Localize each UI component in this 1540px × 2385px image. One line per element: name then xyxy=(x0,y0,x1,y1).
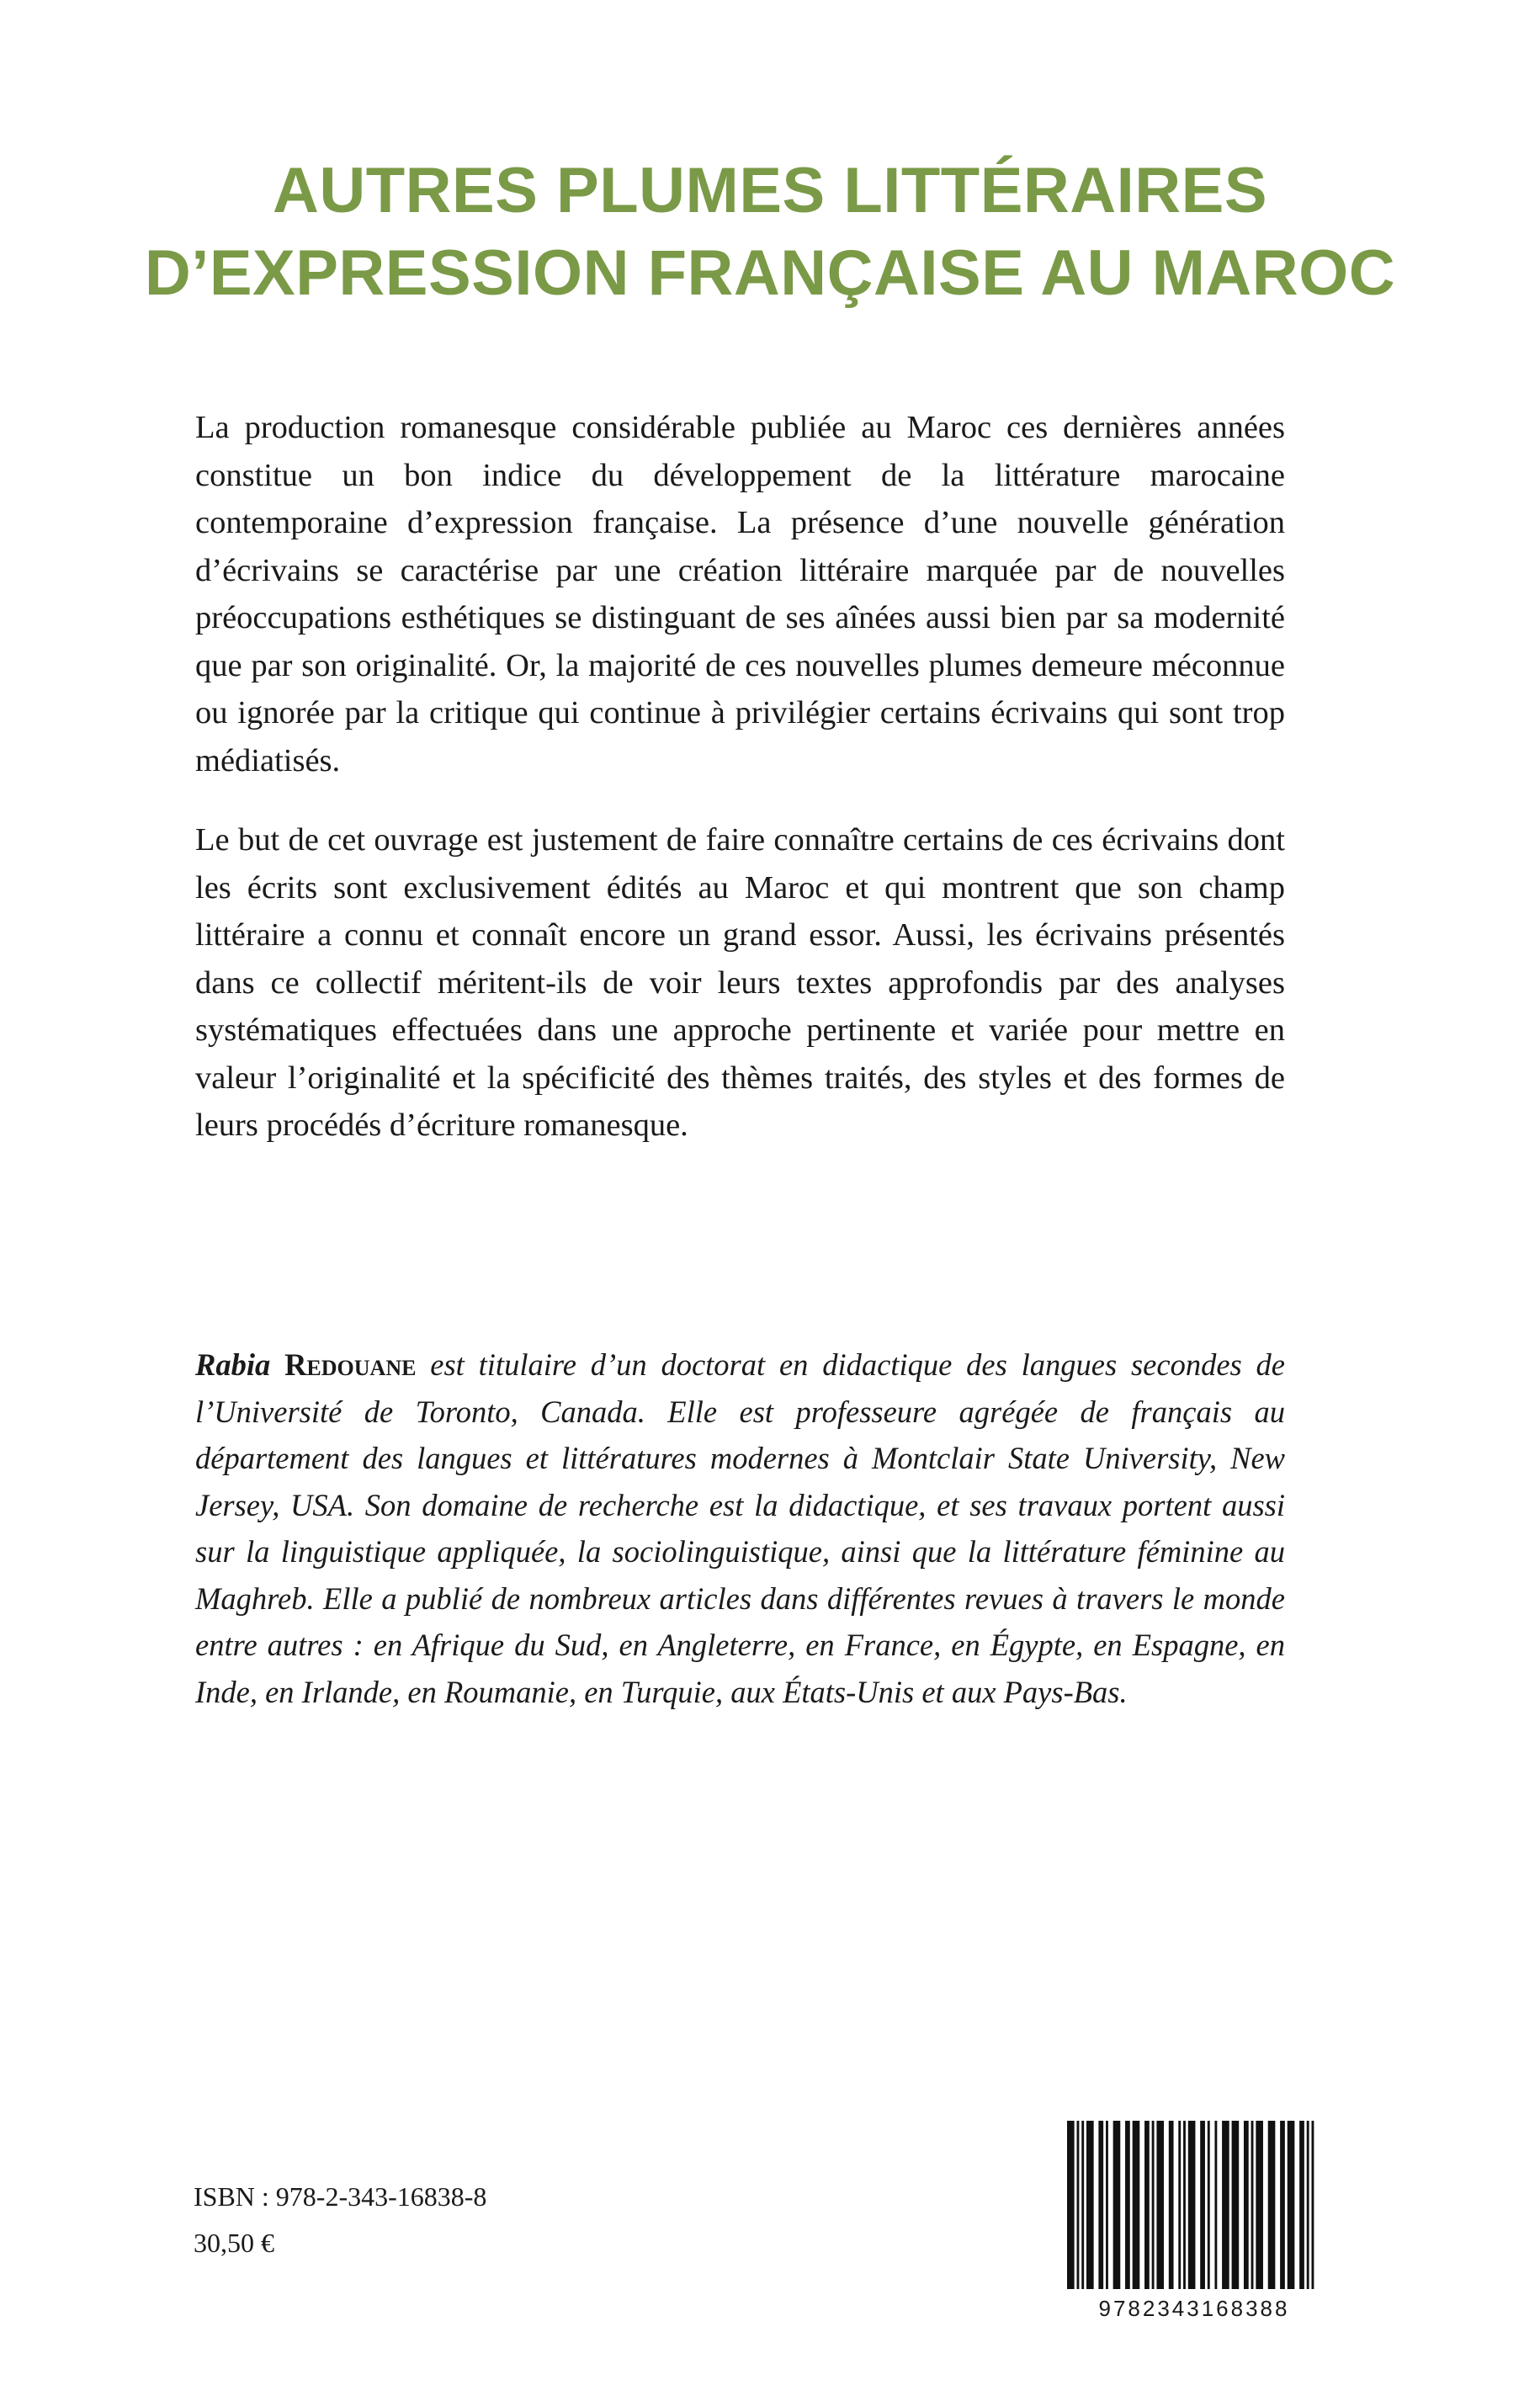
book-title-line-2: D’EXPRESSION FRANÇAISE AU MAROC xyxy=(144,237,1396,309)
barcode-icon xyxy=(1067,2121,1321,2289)
isbn-label: ISBN : 978-2-343-16838-8 xyxy=(194,2181,487,2212)
author-first-name: Rabia xyxy=(195,1347,271,1382)
book-title xyxy=(0,150,1540,315)
book-title-line-1: AUTRES PLUMES LITTÉRAIRES xyxy=(272,155,1268,226)
barcode-number: 9782343168388 xyxy=(1098,2296,1290,2321)
author-last-name: Redouane xyxy=(284,1347,417,1382)
summary-paragraph-1: La production romanesque considérable publiée au Maroc ces dernières années constitue un bon indice du développement de la littérature marocaine contemporaine d’expression française. La présence d’une nouvelle génération d’écrivains se caractérise par une création littéraire marquée par de nouvelles préoccupations esthétiques se distinguant de ses aînées aussi bien par sa modernité que par son originalité. Or, la majorité de ces nouvelles plumes demeure méconnue ou ignorée par la critique qui continue à privilégier certains écrivains qui sont trop médiatisés. xyxy=(195,410,1285,778)
price-label: 30,50 € xyxy=(194,2228,274,2258)
summary-paragraph-2: Le but de cet ouvrage est justement de faire connaître certains de ces écrivains dont les écrits sont exclusivement édités au Maroc et qui montrent que son champ littéraire a connu et connaît encore un grand essor. Aussi, les écrivains présentés dans ce collectif méritent-ils de voir leurs textes approfondis par des analyses systématiques effectuées dans une approche pertinente et variée pour mettre en valeur l’originalité et la spécificité des thèmes traités, des styles et des formes de leurs procédés d’écriture romanesque. xyxy=(195,822,1285,1143)
author-bio xyxy=(195,1341,1285,1715)
author-bio-text: est titulaire d’un doctorat en didactique des langues secondes de l’Université de Toronto, Canada. Elle est professeure agrégée de français au département des langues et littératures modernes à Montclair State University, New Jersey, USA. Son domaine de recherche est la didactique, et ses travaux portent aussi sur la linguistique appliquée, la sociolinguistique, ainsi que la littérature féminine au Maghreb. Elle a publié de nombreux articles dans différentes revues à travers le monde entre autres : en Afrique du Sud, en Angleterre, en France, en Égypte, en Espagne, en Inde, en Irlande, en Roumanie, en Turquie, aux États-Unis et aux Pays-Bas. xyxy=(195,1347,1286,1709)
